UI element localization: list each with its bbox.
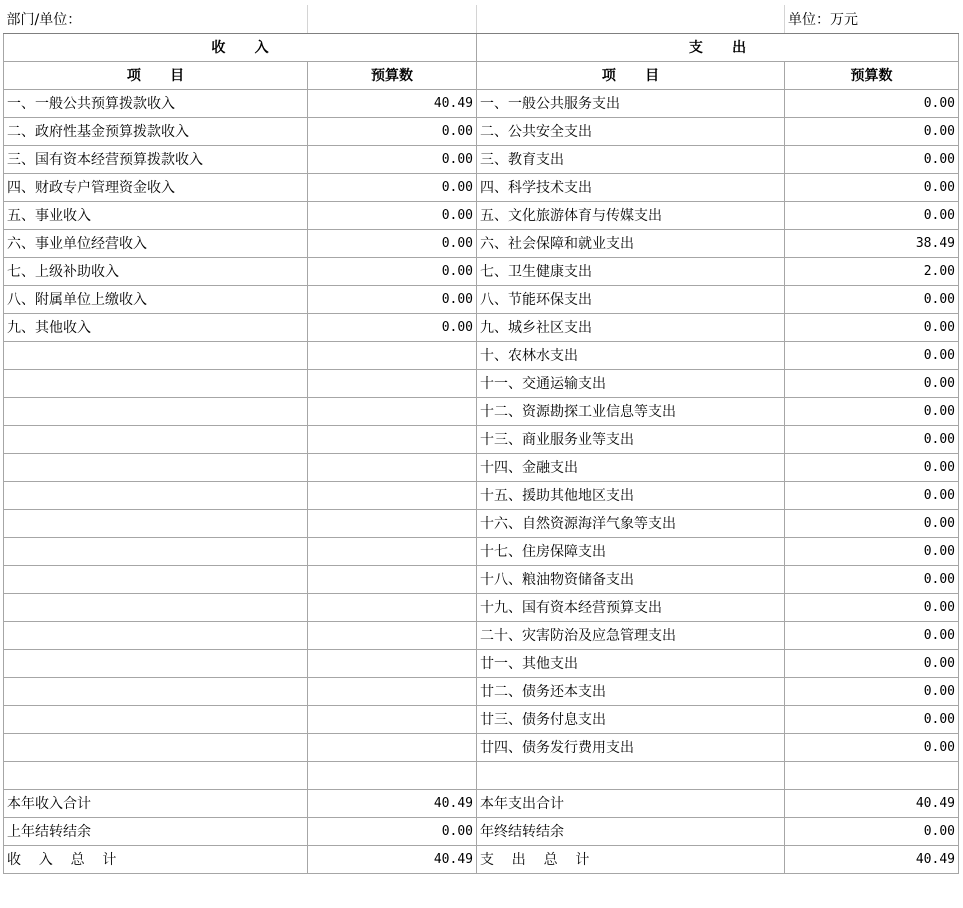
expenditure-value-cell[interactable]: 0.00 <box>785 285 959 313</box>
table-row <box>4 453 959 481</box>
table-row <box>4 369 959 397</box>
income-item-cell[interactable]: 八、附属单位上缴收入 <box>4 285 308 313</box>
income-value-cell[interactable] <box>308 341 477 369</box>
income-value-cell[interactable] <box>308 593 477 621</box>
income-item-cell[interactable] <box>4 733 308 761</box>
expenditure-value-cell[interactable]: 0.00 <box>785 173 959 201</box>
expenditure-value-cell[interactable]: 0.00 <box>785 453 959 481</box>
expenditure-value-cell[interactable] <box>785 761 959 789</box>
income-value-cell[interactable]: 0.00 <box>308 229 477 257</box>
income-item-cell[interactable] <box>4 761 308 789</box>
income-item-cell[interactable] <box>4 481 308 509</box>
expenditure-item-cell[interactable]: 二、公共安全支出 <box>477 117 785 145</box>
expenditure-value-cell[interactable]: 0.00 <box>785 621 959 649</box>
income-value-cell[interactable] <box>308 509 477 537</box>
income-item-cell[interactable]: 三、国有资本经营预算拨款收入 <box>4 145 308 173</box>
expenditure-value-cell[interactable]: 0.00 <box>785 341 959 369</box>
expenditure-item-cell[interactable]: 十九、国有资本经营预算支出 <box>477 593 785 621</box>
income-item-cell[interactable]: 七、上级补助收入 <box>4 257 308 285</box>
income-item-cell[interactable] <box>4 509 308 537</box>
table-row <box>4 117 959 145</box>
income-item-header[interactable]: 项 目 <box>4 61 308 89</box>
income-item-cell[interactable] <box>4 453 308 481</box>
expenditure-value-cell[interactable]: 0.00 <box>785 89 959 117</box>
expenditure-item-cell[interactable]: 十五、援助其他地区支出 <box>477 481 785 509</box>
income-item-cell[interactable]: 上年结转结余 <box>4 817 308 845</box>
expenditure-value-cell[interactable]: 0.00 <box>785 537 959 565</box>
income-item-cell[interactable] <box>4 677 308 705</box>
expenditure-item-cell[interactable]: 二十、灾害防治及应急管理支出 <box>477 621 785 649</box>
expenditure-item-cell[interactable]: 本年支出合计 <box>477 789 785 817</box>
income-value-cell[interactable] <box>308 453 477 481</box>
income-value-cell[interactable]: 0.00 <box>308 173 477 201</box>
unit-label[interactable]: 单位：万元 <box>785 5 959 33</box>
expenditure-item-cell[interactable]: 十二、资源勘探工业信息等支出 <box>477 397 785 425</box>
income-value-cell[interactable] <box>308 369 477 397</box>
expenditure-item-cell[interactable]: 八、节能环保支出 <box>477 285 785 313</box>
income-item-cell[interactable]: 六、事业单位经营收入 <box>4 229 308 257</box>
table-row <box>4 677 959 705</box>
expenditure-item-cell[interactable]: 三、教育支出 <box>477 145 785 173</box>
meta-blank-cell[interactable] <box>477 5 785 33</box>
expenditure-value-cell[interactable]: 40.49 <box>785 845 959 873</box>
expenditure-value-cell[interactable]: 0.00 <box>785 201 959 229</box>
income-value-cell[interactable] <box>308 565 477 593</box>
expenditure-value-cell[interactable]: 0.00 <box>785 425 959 453</box>
expenditure-value-cell[interactable]: 2.00 <box>785 257 959 285</box>
table-row <box>4 89 959 117</box>
section-header-row <box>4 33 959 61</box>
expenditure-value-cell[interactable]: 0.00 <box>785 705 959 733</box>
total-row <box>4 817 959 845</box>
income-budget-header[interactable]: 预算数 <box>308 61 477 89</box>
income-item-cell[interactable] <box>4 397 308 425</box>
income-item-cell[interactable]: 收 入 总 计 <box>4 845 308 873</box>
expenditure-item-cell[interactable]: 十八、粮油物资储备支出 <box>477 565 785 593</box>
expenditure-item-cell[interactable]: 廿四、债务发行费用支出 <box>477 733 785 761</box>
expenditure-value-cell[interactable]: 0.00 <box>785 117 959 145</box>
table-row <box>4 313 959 341</box>
table-row <box>4 481 959 509</box>
income-item-cell[interactable] <box>4 425 308 453</box>
expenditure-item-cell[interactable]: 五、文化旅游体育与传媒支出 <box>477 201 785 229</box>
total-row <box>4 845 959 873</box>
expenditure-item-cell[interactable]: 廿一、其他支出 <box>477 649 785 677</box>
expenditure-item-cell[interactable]: 十六、自然资源海洋气象等支出 <box>477 509 785 537</box>
expenditure-item-cell[interactable]: 十七、住房保障支出 <box>477 537 785 565</box>
total-row <box>4 789 959 817</box>
income-item-cell[interactable] <box>4 649 308 677</box>
income-value-cell[interactable] <box>308 761 477 789</box>
expenditure-item-cell[interactable]: 十三、商业服务业等支出 <box>477 425 785 453</box>
income-item-cell[interactable] <box>4 537 308 565</box>
table-row <box>4 425 959 453</box>
expenditure-item-cell[interactable]: 廿二、债务还本支出 <box>477 677 785 705</box>
income-value-cell[interactable] <box>308 649 477 677</box>
income-value-cell[interactable] <box>308 733 477 761</box>
income-value-cell[interactable]: 0.00 <box>308 117 477 145</box>
table-row <box>4 397 959 425</box>
income-value-cell[interactable] <box>308 705 477 733</box>
table-row <box>4 565 959 593</box>
expenditure-item-cell[interactable]: 十一、交通运输支出 <box>477 369 785 397</box>
table-row <box>4 621 959 649</box>
expenditure-item-cell[interactable]: 七、卫生健康支出 <box>477 257 785 285</box>
expenditure-item-cell[interactable]: 廿三、债务付息支出 <box>477 705 785 733</box>
income-value-cell[interactable]: 40.49 <box>308 89 477 117</box>
expenditure-section-header[interactable]: 支 出 <box>477 33 959 61</box>
expenditure-value-cell[interactable]: 0.00 <box>785 677 959 705</box>
income-value-cell[interactable]: 0.00 <box>308 285 477 313</box>
table-row <box>4 145 959 173</box>
income-item-cell[interactable]: 四、财政专户管理资金收入 <box>4 173 308 201</box>
expenditure-value-cell[interactable]: 0.00 <box>785 369 959 397</box>
expenditure-value-cell[interactable]: 0.00 <box>785 509 959 537</box>
income-item-cell[interactable] <box>4 565 308 593</box>
expenditure-item-cell[interactable]: 十四、金融支出 <box>477 453 785 481</box>
expenditure-value-cell[interactable]: 0.00 <box>785 481 959 509</box>
income-value-cell[interactable]: 40.49 <box>308 845 477 873</box>
table-row <box>4 761 959 789</box>
table-row <box>4 173 959 201</box>
table-row <box>4 705 959 733</box>
income-value-cell[interactable]: 0.00 <box>308 145 477 173</box>
income-item-cell[interactable]: 二、政府性基金预算拨款收入 <box>4 117 308 145</box>
table-row <box>4 285 959 313</box>
table-row <box>4 229 959 257</box>
income-item-cell[interactable]: 九、其他收入 <box>4 313 308 341</box>
expenditure-item-cell[interactable]: 十、农林水支出 <box>477 341 785 369</box>
expenditure-item-cell[interactable]: 六、社会保障和就业支出 <box>477 229 785 257</box>
income-item-cell[interactable] <box>4 705 308 733</box>
expenditure-value-cell[interactable]: 40.49 <box>785 789 959 817</box>
meta-row <box>4 5 959 33</box>
table-row <box>4 593 959 621</box>
expenditure-value-cell[interactable]: 0.00 <box>785 733 959 761</box>
income-value-cell[interactable]: 0.00 <box>308 201 477 229</box>
meta-blank-cell[interactable] <box>308 5 477 33</box>
budget-table <box>3 5 959 874</box>
income-value-cell[interactable] <box>308 397 477 425</box>
table-row <box>4 201 959 229</box>
income-section-header[interactable]: 收 入 <box>4 33 477 61</box>
income-value-cell[interactable] <box>308 537 477 565</box>
income-value-cell[interactable]: 0.00 <box>308 313 477 341</box>
expenditure-value-cell[interactable]: 0.00 <box>785 593 959 621</box>
income-item-cell[interactable] <box>4 621 308 649</box>
income-value-cell[interactable] <box>308 677 477 705</box>
expenditure-item-header[interactable]: 项 目 <box>477 61 785 89</box>
income-item-cell[interactable]: 五、事业收入 <box>4 201 308 229</box>
income-item-cell[interactable]: 本年收入合计 <box>4 789 308 817</box>
expenditure-item-cell[interactable]: 四、科学技术支出 <box>477 173 785 201</box>
income-value-cell[interactable]: 0.00 <box>308 817 477 845</box>
income-value-cell[interactable] <box>308 425 477 453</box>
table-row <box>4 257 959 285</box>
table-row <box>4 537 959 565</box>
expenditure-item-cell[interactable]: 支 出 总 计 <box>477 845 785 873</box>
expenditure-value-cell[interactable]: 0.00 <box>785 649 959 677</box>
income-item-cell[interactable] <box>4 341 308 369</box>
expenditure-value-cell[interactable]: 0.00 <box>785 565 959 593</box>
expenditure-value-cell[interactable]: 0.00 <box>785 397 959 425</box>
income-value-cell[interactable]: 0.00 <box>308 257 477 285</box>
expenditure-value-cell[interactable]: 0.00 <box>785 817 959 845</box>
expenditure-value-cell[interactable]: 0.00 <box>785 313 959 341</box>
expenditure-item-cell[interactable] <box>477 761 785 789</box>
expenditure-item-cell[interactable]: 一、一般公共服务支出 <box>477 89 785 117</box>
income-value-cell[interactable]: 40.49 <box>308 789 477 817</box>
department-label[interactable]: 部门/单位： <box>4 5 308 33</box>
column-header-row <box>4 61 959 89</box>
expenditure-value-cell[interactable]: 0.00 <box>785 145 959 173</box>
income-value-cell[interactable] <box>308 481 477 509</box>
expenditure-item-cell[interactable]: 年终结转结余 <box>477 817 785 845</box>
income-value-cell[interactable] <box>308 621 477 649</box>
table-row <box>4 649 959 677</box>
table-row <box>4 509 959 537</box>
income-item-cell[interactable]: 一、一般公共预算拨款收入 <box>4 89 308 117</box>
table-row <box>4 733 959 761</box>
income-item-cell[interactable] <box>4 593 308 621</box>
expenditure-value-cell[interactable]: 38.49 <box>785 229 959 257</box>
income-item-cell[interactable] <box>4 369 308 397</box>
expenditure-item-cell[interactable]: 九、城乡社区支出 <box>477 313 785 341</box>
expenditure-budget-header[interactable]: 预算数 <box>785 61 959 89</box>
table-row <box>4 341 959 369</box>
